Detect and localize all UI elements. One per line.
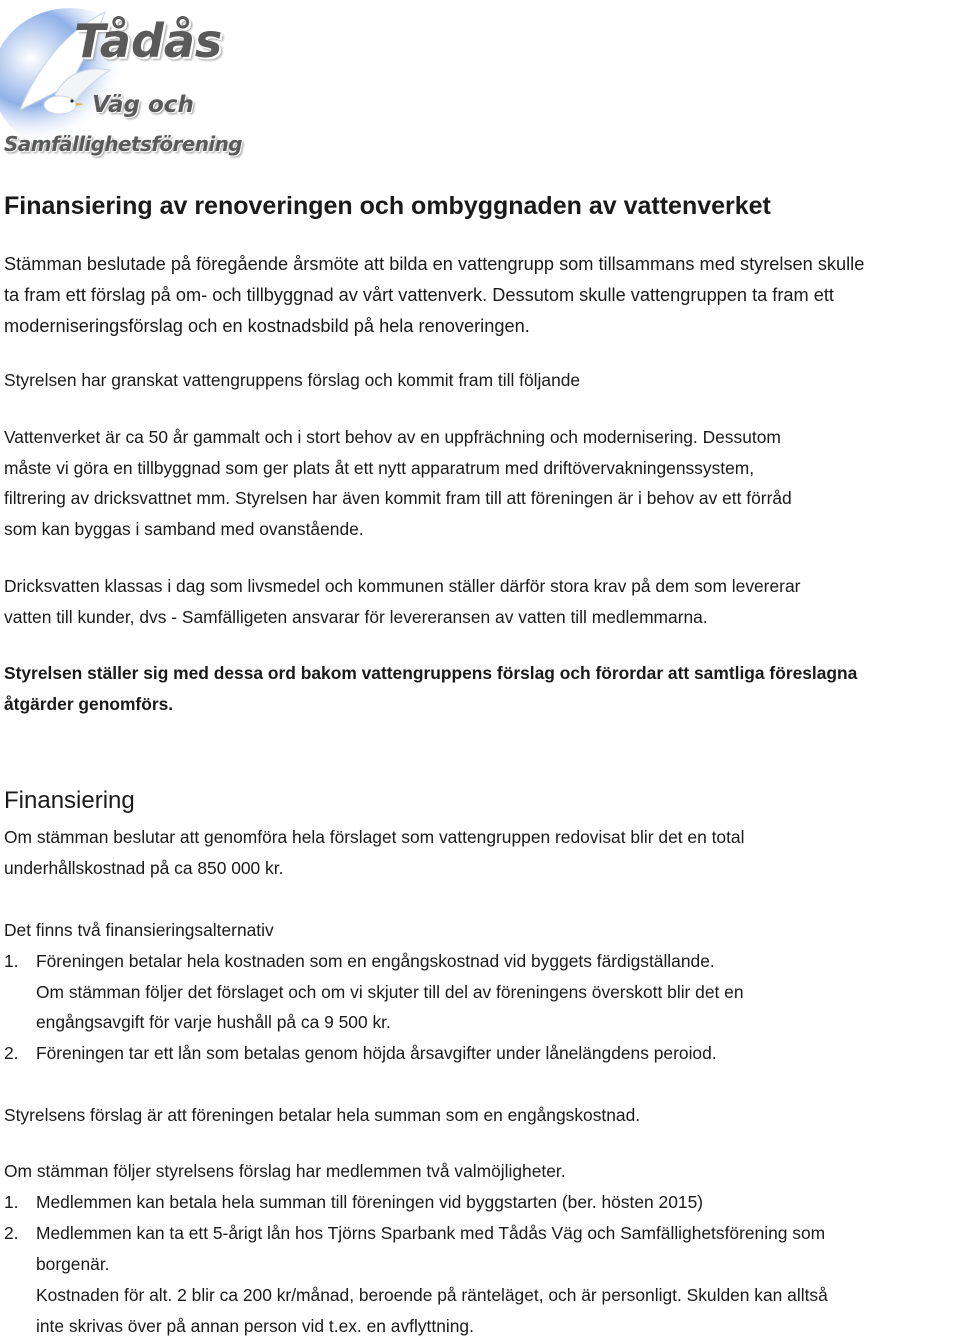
waterworks-line: filtrering av dricksvattnet mm. Styrelsen har även kommit fram till att föreningen är i behov av ett förråd [4, 488, 792, 508]
intro-line: ta fram ett förslag på om- och tillbyggnad av vårt vattenverk. Dessutom skulle vattengruppen ta fram ett [4, 285, 834, 305]
list-number: 2. [4, 1043, 19, 1063]
list-item: Medlemmen kan ta ett 5-årigt lån hos Tjörns Sparbank med Tådås Väg och Samfällighetsförening som [36, 1223, 826, 1243]
list-item-continuation: engångsavgift för varje hushåll på ca 9 500 kr. [36, 1012, 391, 1032]
list-item-continuation: Om stämman följer det förslaget och om vi skjuter till del av föreningens överskott blir det en [36, 982, 744, 1002]
finance-heading: Finansiering [4, 787, 135, 814]
member-choices-list [0, 1187, 960, 1337]
recommendation-line: åtgärder genomförs. [4, 693, 174, 714]
drinking-water-paragraph [4, 571, 800, 632]
list-number: 1. [4, 951, 19, 971]
list-number: 1. [4, 1192, 19, 1212]
finance-intro-line: underhållskostnad på ca 850 000 kr. [4, 857, 284, 878]
page-title: Finansiering av renoveringen och ombyggnaden av vattenverket [4, 192, 771, 220]
logo-title: Tådås [74, 14, 223, 68]
drinking-line: vatten till kunder, dvs - Samfälligeten ansvarar för levereransen av vatten till medlemmarna. [4, 606, 708, 627]
list-item: Föreningen betalar hela kostnaden som en engångskostnad vid byggets färdigställande. [36, 951, 715, 971]
alternatives-lead: Det finns två finansieringsalternativ [4, 920, 274, 940]
review-paragraph: Styrelsen har granskat vattengruppens förslag och kommit fram till följande [4, 370, 581, 390]
intro-line: Stämman beslutade på föregående årsmöte att bilda en vattengrupp som tillsammans med styrelsen skulle [4, 254, 865, 274]
list-item-continuation: borgenär. [36, 1254, 110, 1274]
association-logo [0, 0, 300, 170]
drinking-line: Dricksvatten klassas i dag som livsmedel och kommunen ställer därför stora krav på dem som levererar [4, 576, 801, 596]
list-item: Föreningen tar ett lån som betalas genom höjda årsavgifter under lånelängdens peroiod. [36, 1043, 717, 1063]
list-item: Medlemmen kan betala hela summan till föreningen vid byggstarten (ber. hösten 2015) [36, 1192, 704, 1212]
waterworks-line: måste vi göra en tillbyggnad som ger plats åt ett nytt apparatrum med driftövervakningenssystem, [4, 457, 755, 478]
waterworks-paragraph [4, 422, 792, 544]
recommendation-line: Styrelsen ställer sig med dessa ord bakom vattengruppens förslag och förordar att samtliga föreslagna [4, 663, 858, 683]
finance-intro-paragraph [4, 822, 744, 883]
logo-subtitle: Väg och [92, 92, 194, 118]
recommendation-paragraph [4, 658, 857, 719]
list-number: 2. [4, 1223, 19, 1243]
list-item-continuation: Kostnaden för alt. 2 blir ca 200 kr/månad, beroende på ränteläget, och är personligt. Skulden kan alltså [36, 1285, 828, 1305]
list-item-continuation: inte skrivas över på annan person vid t.ex. en avflyttning. [36, 1316, 474, 1336]
intro-line: moderniseringsförslag och en kostnadsbild på hela renoveringen. [4, 316, 530, 336]
alternatives-list [0, 946, 960, 1076]
waterworks-line: som kan byggas i samband med ovanstående. [4, 518, 364, 539]
logo-tagline: Samfällighetsförening [4, 132, 243, 156]
member-choice-lead: Om stämman följer styrelsens förslag har medlemmen två valmöjligheter. [4, 1161, 566, 1181]
waterworks-line: Vattenverket är ca 50 år gammalt och i stort behov av en uppfrächning och modernisering. Dessutom [4, 427, 781, 447]
board-proposal: Styrelsens förslag är att föreningen betalar hela summan som en engångskostnad. [4, 1105, 641, 1125]
intro-paragraph [4, 249, 864, 342]
finance-intro-line: Om stämman beslutar att genomföra hela förslaget som vattengruppen redovisat blir det en total [4, 827, 745, 847]
